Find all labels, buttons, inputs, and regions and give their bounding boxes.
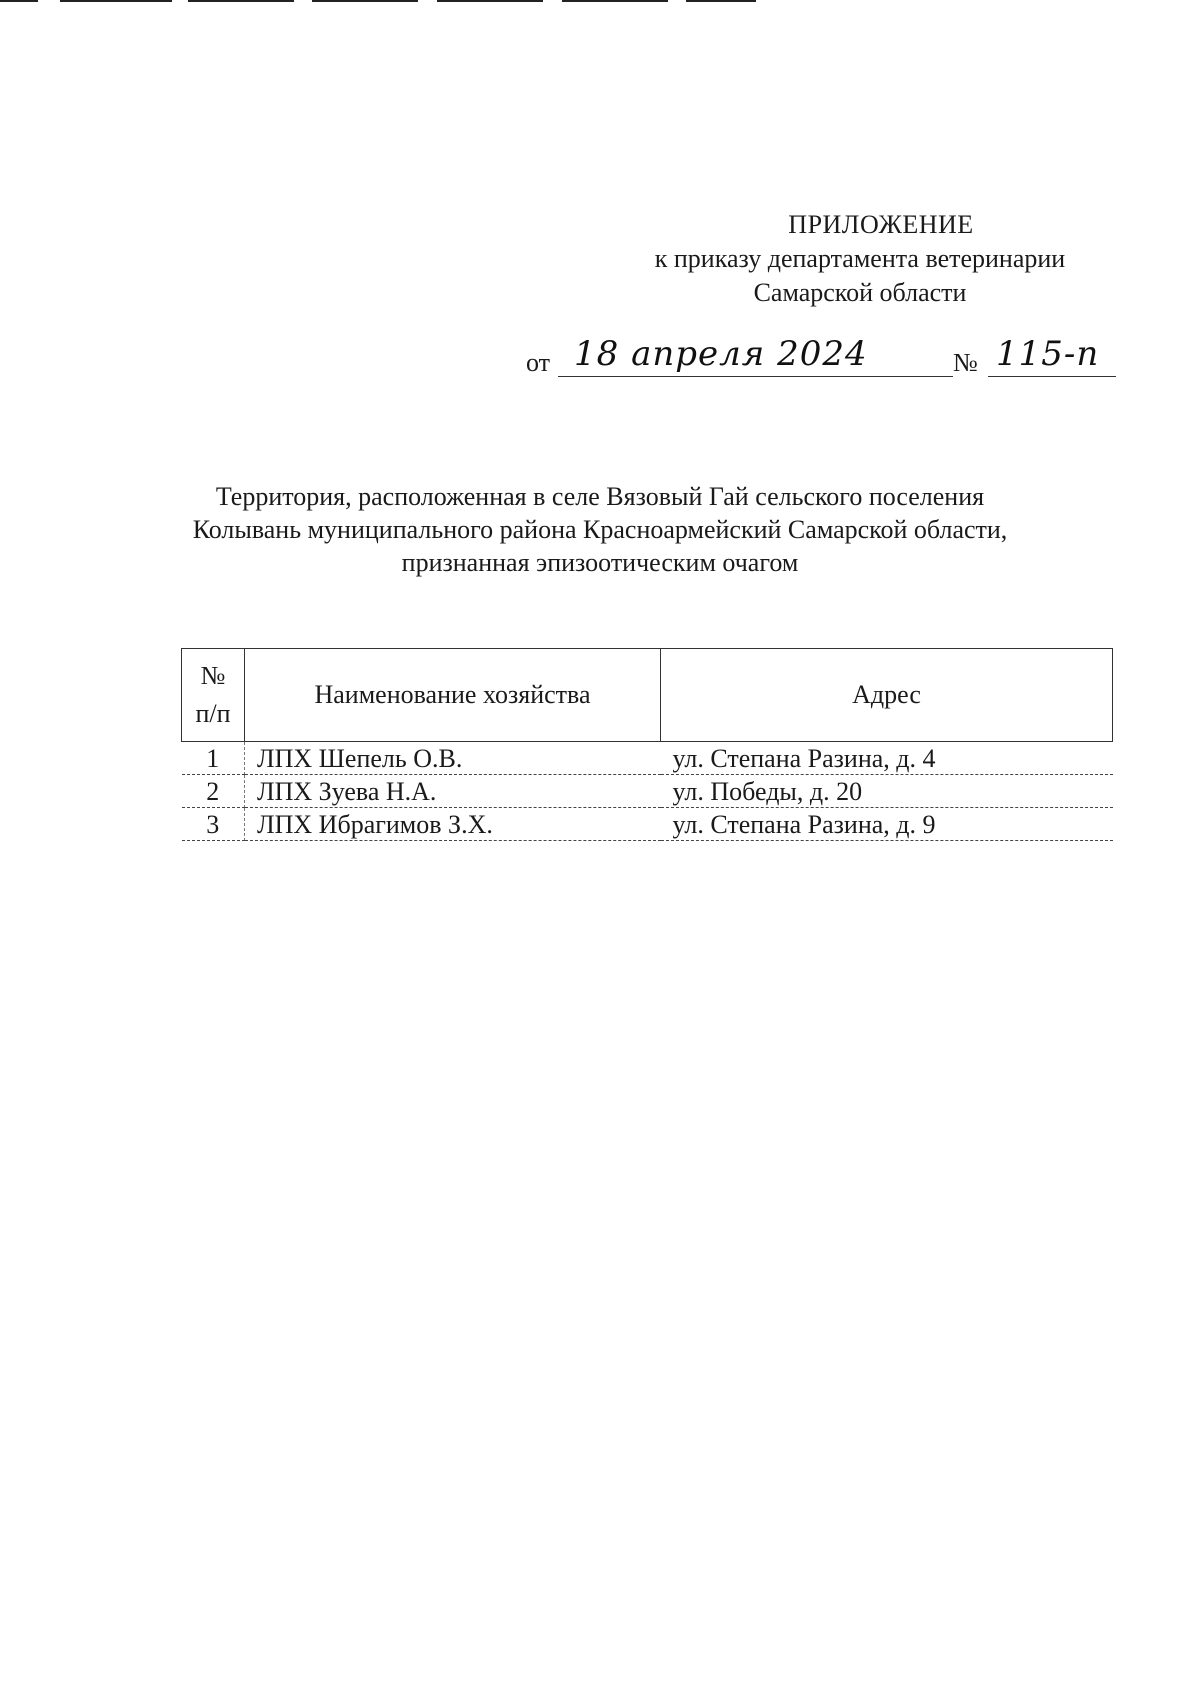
order-number-handwritten: 115-п bbox=[996, 334, 1100, 374]
row-number: 1 bbox=[182, 742, 245, 775]
heading-line-1: Территория, расположенная в селе Вязовый Гай сельского поселения bbox=[215, 482, 985, 511]
header-number-pp: п/п bbox=[195, 699, 231, 728]
top-edge-marks bbox=[0, 0, 760, 3]
header-number-sign: № bbox=[200, 661, 226, 690]
table-row bbox=[182, 775, 1113, 808]
heading-line-2: Колывань муниципального района Красноармейский Самарской области, bbox=[192, 515, 1008, 544]
edge-mark bbox=[188, 0, 294, 2]
edge-mark bbox=[60, 0, 172, 2]
appendix-header bbox=[600, 208, 1120, 310]
row-address: ул. Степана Разина, д. 4 bbox=[661, 742, 1113, 775]
row-address: ул. Победы, д. 20 bbox=[661, 775, 1113, 808]
farms-table bbox=[181, 648, 1113, 841]
appendix-line-1: к приказу департамента ветеринарии bbox=[654, 244, 1066, 273]
table-row bbox=[182, 808, 1113, 841]
row-address: ул. Степана Разина, д. 9 bbox=[661, 808, 1113, 841]
appendix-line-2: Самарской области bbox=[753, 278, 967, 307]
edge-mark bbox=[0, 0, 38, 2]
edge-mark bbox=[437, 0, 543, 2]
edge-mark bbox=[562, 0, 668, 2]
table-header-row bbox=[182, 649, 1113, 742]
header-number bbox=[182, 649, 245, 742]
edge-mark bbox=[312, 0, 418, 2]
order-number-underline bbox=[988, 376, 1116, 377]
row-farm-name: ЛПХ Шепель О.В. bbox=[245, 742, 661, 775]
appendix-title: ПРИЛОЖЕНИЕ bbox=[788, 210, 974, 239]
order-reference bbox=[526, 334, 1126, 400]
order-from-label: от bbox=[526, 348, 551, 377]
row-number: 2 bbox=[182, 775, 245, 808]
table-row bbox=[182, 742, 1113, 775]
document-heading bbox=[150, 480, 1050, 579]
heading-line-3: признанная эпизоотическим очагом bbox=[401, 548, 799, 577]
order-date-handwritten: 18 апреля 2024 bbox=[574, 334, 868, 374]
row-farm-name: ЛПХ Ибрагимов З.Х. bbox=[245, 808, 661, 841]
row-number: 3 bbox=[182, 808, 245, 841]
header-address: Адрес bbox=[661, 649, 1113, 742]
edge-mark bbox=[686, 0, 756, 2]
order-number-label: № bbox=[953, 348, 978, 377]
row-farm-name: ЛПХ Зуева Н.А. bbox=[245, 775, 661, 808]
header-farm-name: Наименование хозяйства bbox=[245, 649, 661, 742]
order-date-underline bbox=[558, 376, 953, 377]
